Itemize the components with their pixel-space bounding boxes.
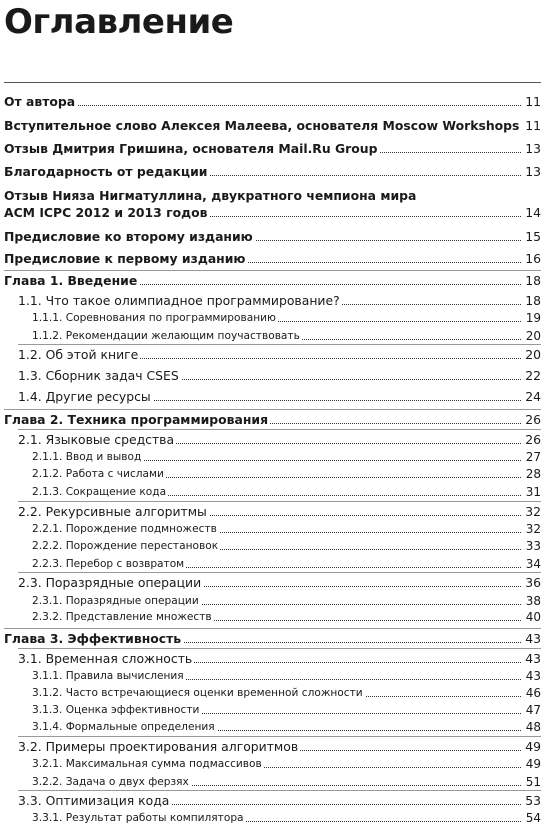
section-divider: [18, 344, 541, 345]
toc-entry-page-number: 43: [523, 667, 541, 685]
toc-entry-label: 1.1.1. Соревнования по программированию: [32, 309, 278, 327]
toc-entry-page-number: 54: [523, 809, 541, 827]
toc-entry-page-number: 24: [523, 388, 541, 406]
toc-entry-label: 2.1.2. Работа с числами: [32, 465, 166, 483]
toc-entry-page-number: 53: [523, 792, 541, 810]
toc-entry-label: 1.1.2. Рекомендации желающим поучаствовать: [32, 327, 302, 345]
toc-entry-page-number: 20: [523, 346, 541, 364]
toc-entry-page-number: 49: [523, 755, 541, 773]
toc-entry[interactable]: [0, 574, 547, 592]
toc-entry-label: 3.2. Примеры проектирования алгоритмов: [18, 739, 299, 754]
section-divider: [18, 429, 541, 430]
toc-entry[interactable]: [0, 773, 547, 791]
toc-entry-page-number: 16: [523, 250, 541, 268]
section-divider: [4, 270, 541, 271]
page-title: Оглавление: [4, 2, 234, 42]
toc-entry-label: 1.1. Что такое олимпиадное программирование?: [18, 293, 340, 308]
toc-entry[interactable]: [0, 250, 547, 268]
toc-entry[interactable]: [0, 718, 547, 736]
toc-entry-label: 2.1.3. Сокращение кода: [32, 483, 168, 501]
toc-entry-page-number: 15: [523, 228, 541, 246]
toc-entry-page-number: 18: [523, 292, 541, 310]
section-divider: [4, 409, 541, 410]
toc-entry-label: Вступительное слово Алексея Малеева, основателя Moscow Workshops: [4, 118, 520, 133]
toc-entry[interactable]: [0, 738, 547, 756]
toc-entry[interactable]: [0, 163, 547, 181]
toc-entry-label: 2.3.1. Поразрядные операции: [32, 592, 201, 610]
toc-entry-page-number: 40: [523, 608, 541, 626]
toc-entry[interactable]: [0, 809, 547, 827]
toc-entry-page-number: 32: [523, 520, 541, 538]
toc-entry-label: 3.1.1. Правила вычисления: [32, 667, 186, 685]
toc-entry-page-number: 31: [523, 483, 541, 501]
section-divider: [18, 736, 541, 737]
toc-entry-page-number: 22: [523, 367, 541, 385]
toc-entry[interactable]: [0, 431, 547, 449]
toc-entry-label: 1.2. Об этой книге: [18, 347, 139, 362]
toc-entry[interactable]: [0, 608, 547, 626]
toc-entry[interactable]: [0, 411, 547, 429]
toc-entry-label: 3.2.1. Максимальная сумма подмассивов: [32, 755, 264, 773]
toc-entry[interactable]: [0, 309, 547, 327]
title-divider: [4, 82, 541, 83]
toc-entry-label: Глава 1. Введение: [4, 273, 138, 288]
toc-entry[interactable]: [0, 117, 547, 135]
toc-entry-label: 2.2. Рекурсивные алгоритмы: [18, 504, 207, 519]
toc-entry-page-number: 32: [523, 503, 541, 521]
toc-entry-label: Глава 2. Техника программирования: [4, 412, 269, 427]
toc-entry-label: 1.3. Сборник задач CSES: [18, 368, 179, 383]
toc-entry-page-number: 47: [523, 701, 541, 719]
section-divider: [18, 572, 541, 573]
toc-entry[interactable]: [0, 650, 547, 668]
toc-entry[interactable]: [0, 228, 547, 246]
toc-entry[interactable]: [0, 684, 547, 702]
toc-entry[interactable]: [0, 93, 547, 111]
toc-entry-label: 2.1.1. Ввод и вывод: [32, 448, 143, 466]
toc-entry-page-number: 13: [523, 140, 541, 158]
section-divider: [4, 628, 541, 629]
toc-entry[interactable]: [0, 537, 547, 555]
toc-entry-label: Благодарность от редакции: [4, 164, 208, 179]
toc-entry[interactable]: [0, 755, 547, 773]
toc-entry[interactable]: [0, 292, 547, 310]
toc-entry-page-number: 26: [523, 431, 541, 449]
toc-entry-page-number: 28: [523, 465, 541, 483]
toc-entry-page-number: 19: [523, 309, 541, 327]
toc-entry-label: Отзыв Дмитрия Гришина, основателя Mail.Ru Group: [4, 141, 378, 156]
toc-entry[interactable]: [0, 630, 547, 648]
toc-entry-label: 2.3. Поразрядные операции: [18, 575, 202, 590]
toc-entry[interactable]: [0, 188, 547, 222]
section-divider: [18, 501, 541, 502]
toc-entry-page-number: 20: [523, 327, 541, 345]
toc-entry[interactable]: [0, 701, 547, 719]
toc-entry-page-number: 18: [523, 272, 541, 290]
toc-entry[interactable]: [0, 483, 547, 501]
toc-entry[interactable]: [0, 140, 547, 158]
toc-entry-page-number: 43: [523, 650, 541, 668]
toc-entry[interactable]: [0, 272, 547, 290]
toc-entry-label: 2.2.3. Перебор с возвратом: [32, 555, 186, 573]
toc-entry-page-number: 46: [523, 684, 541, 702]
toc-entry[interactable]: [0, 346, 547, 364]
toc-entry-label: 3.1.4. Формальные определения: [32, 718, 217, 736]
toc-entry-label: Предисловие ко второму изданию: [4, 229, 253, 244]
toc-entry-page-number: 38: [523, 592, 541, 610]
toc-entry-page-number: 33: [523, 537, 541, 555]
toc-entry-label: 3.1.2. Часто встречающиеся оценки временной сложности: [32, 684, 365, 702]
toc-entry[interactable]: [0, 792, 547, 810]
toc-entry-page-number: 51: [523, 773, 541, 791]
toc-entry[interactable]: [0, 555, 547, 573]
toc-entry-page-number: 11: [523, 117, 541, 135]
section-divider: [18, 790, 541, 791]
toc-entry-label: 2.2.2. Порождение перестановок: [32, 537, 220, 555]
toc-entry-label: От автора: [4, 94, 76, 109]
toc-entry[interactable]: [0, 503, 547, 521]
toc-entry[interactable]: [0, 520, 547, 538]
toc-entry-label: ACM ICPC 2012 и 2013 годов: [4, 205, 208, 220]
toc-entry-page-number: 13: [523, 163, 541, 181]
toc-entry-label: 2.1. Языковые средства: [18, 432, 175, 447]
toc-entry-label: 2.3.2. Представление множеств: [32, 608, 214, 626]
toc-entry-page-number: 36: [523, 574, 541, 592]
section-divider: [18, 648, 541, 649]
toc-entry-page-number: 11: [523, 93, 541, 111]
toc-entry-label: 1.4. Другие ресурсы: [18, 389, 151, 404]
toc-entry[interactable]: [0, 465, 547, 483]
toc-entry-page-number: 14: [523, 204, 541, 222]
toc-entry-label: Предисловие к первому изданию: [4, 251, 246, 266]
toc-entry[interactable]: [0, 327, 547, 345]
toc-entry-label: Глава 3. Эффективность: [4, 631, 182, 646]
toc-entry-label: 3.1. Временная сложность: [18, 651, 193, 666]
toc-entry[interactable]: [0, 448, 547, 466]
toc-entry-page-number: 34: [523, 555, 541, 573]
toc-entry-label-line1: Отзыв Нияза Нигматуллина, двукратного чемпиона мира: [4, 188, 417, 203]
toc-entry-label: 3.2.2. Задача о двух ферзях: [32, 773, 191, 791]
toc-entry-page-number: 27: [523, 448, 541, 466]
toc-entry[interactable]: [0, 667, 547, 685]
toc-entry[interactable]: [0, 367, 547, 385]
toc-entry-label: 3.1.3. Оценка эффективности: [32, 701, 201, 719]
toc-entry-label: 3.3.1. Результат работы компилятора: [32, 809, 246, 827]
toc-entry-page-number: 48: [523, 718, 541, 736]
dot-leader: [4, 93, 521, 106]
toc-entry[interactable]: [0, 388, 547, 406]
toc-entry-page-number: 49: [523, 738, 541, 756]
toc-entry-label: 2.2.1. Порождение подмножеств: [32, 520, 219, 538]
toc-entry-page-number: 26: [523, 411, 541, 429]
toc-entry-label: 3.3. Оптимизация кода: [18, 793, 170, 808]
toc-entry-page-number: 43: [523, 630, 541, 648]
